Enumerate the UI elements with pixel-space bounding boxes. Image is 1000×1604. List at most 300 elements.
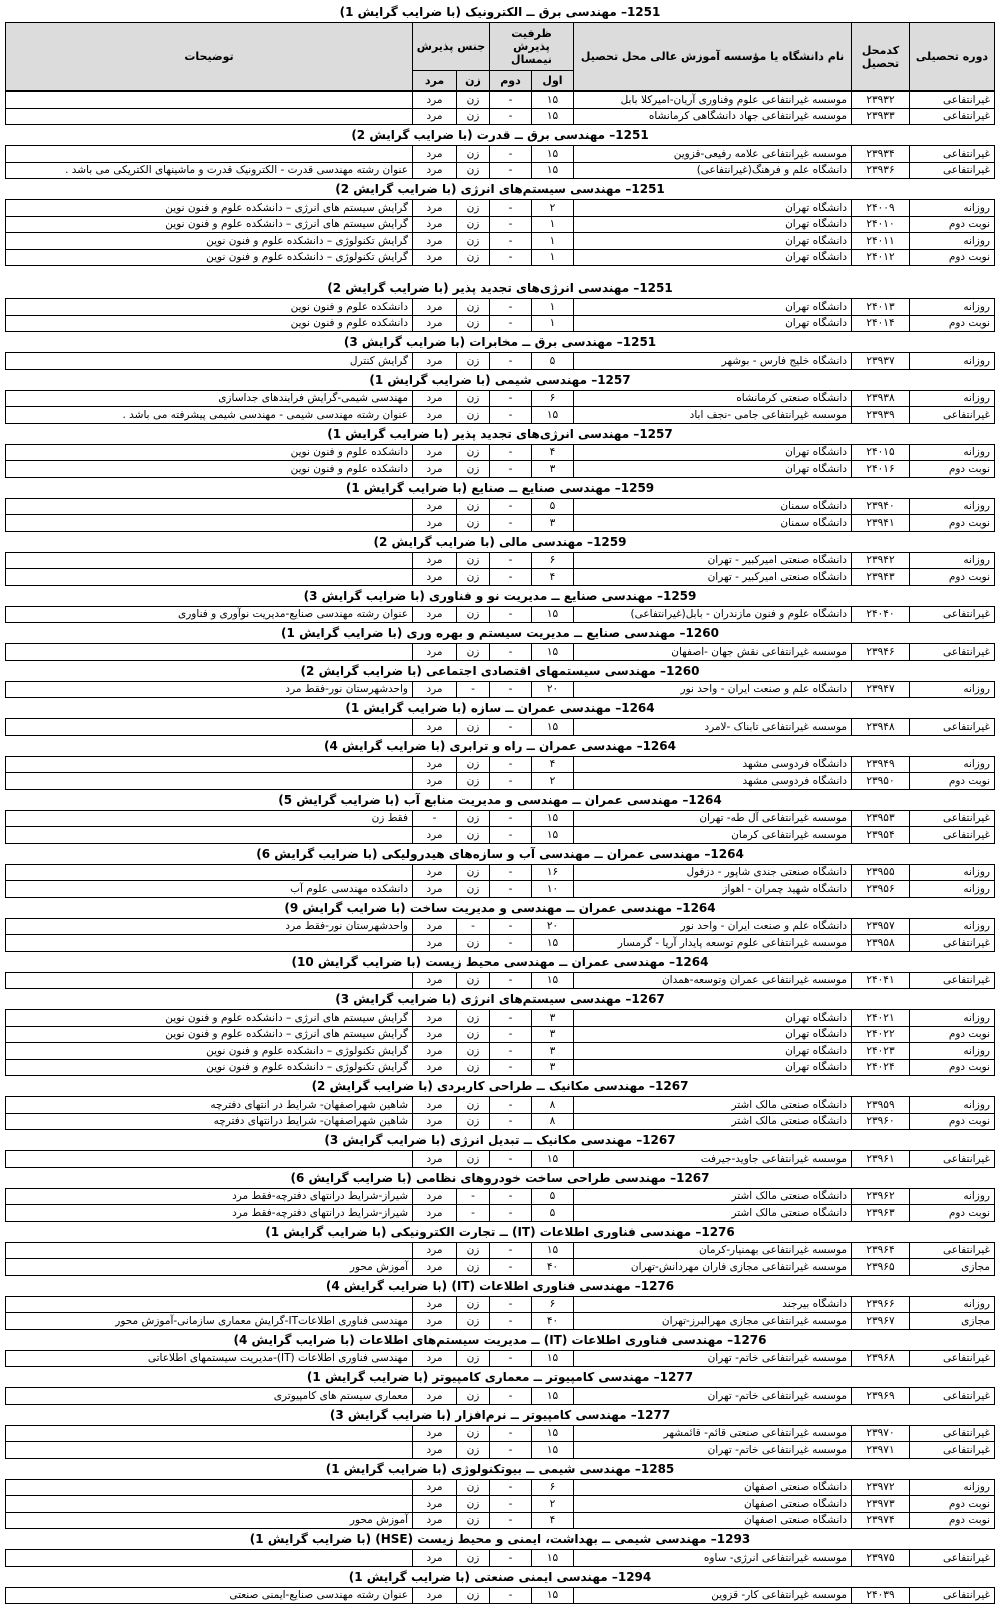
header-code: کدمحل تحصیل <box>852 23 910 91</box>
period-cell: روزانه <box>910 444 995 461</box>
male-cell: مرد <box>413 461 457 478</box>
table-row <box>6 353 995 370</box>
section-title: 1264– مهندسی عمران ــ مهندسی محیط زیست (با ضرایب گرایش 10) <box>5 952 995 972</box>
period-cell: نوبت دوم <box>910 515 995 532</box>
notes-cell: عنوان رشته مهندسی شیمی - مهندسی شیمی پیشرفته می باشد . <box>6 407 413 424</box>
capacity-second-cell: - <box>490 390 532 407</box>
female-cell: زن <box>457 773 490 790</box>
male-cell: مرد <box>413 827 457 844</box>
table-row <box>6 935 995 952</box>
notes-cell <box>6 756 413 773</box>
capacity-second-cell: - <box>490 444 532 461</box>
female-cell: زن <box>457 515 490 532</box>
table-row <box>6 864 995 881</box>
capacity-first-cell: ۵ <box>532 1188 574 1205</box>
section-title: 1267– مهندسی مکانیک ــ تبدیل انرژی (با ضرایب گرایش 3) <box>5 1130 995 1150</box>
male-cell: - <box>413 810 457 827</box>
section-table <box>5 1549 995 1567</box>
female-cell: زن <box>457 1388 490 1405</box>
notes-cell: مهندسی فناوری اطلاعات (IT)-مدیریت سیستمهای اطلاعاتی <box>6 1350 413 1367</box>
code-cell: ۲۳۹۳۷ <box>852 353 910 370</box>
capacity-first-cell: ۲ <box>532 1496 574 1513</box>
male-cell: مرد <box>413 1296 457 1313</box>
capacity-first-cell: ۶ <box>532 552 574 569</box>
table-row <box>6 606 995 623</box>
period-cell: غیرانتفاعی <box>910 162 995 179</box>
section-title: 1264– مهندسی عمران ــ مهندسی و مدیریت ساخت (با ضرایب گرایش 9) <box>5 898 995 918</box>
header-second: دوم <box>489 71 531 91</box>
capacity-second-cell: - <box>490 407 532 424</box>
male-cell: مرد <box>413 1425 457 1442</box>
code-cell: ۲۴۰۱۳ <box>852 299 910 316</box>
notes-cell: گرایش کنترل <box>6 353 413 370</box>
female-cell: زن <box>457 216 490 233</box>
male-cell: مرد <box>413 216 457 233</box>
period-cell: غیرانتفاعی <box>910 606 995 623</box>
male-cell: مرد <box>413 1113 457 1130</box>
period-cell: روزانه <box>910 1043 995 1060</box>
female-cell: زن <box>457 881 490 898</box>
section-title: 1259– مهندسی مالی (با ضرایب گرایش 2) <box>5 532 995 552</box>
capacity-first-cell: ۱۵ <box>532 972 574 989</box>
notes-cell: عنوان رشته مهندسی قدرت - الکترونیک قدرت و ماشینهای الکتریکی می باشد . <box>6 162 413 179</box>
code-cell: ۲۳۹۷۳ <box>852 1496 910 1513</box>
notes-cell: واحدشهرستان نور-فقط مرد <box>6 681 413 698</box>
capacity-first-cell: ۱ <box>532 233 574 250</box>
table-row <box>6 461 995 478</box>
code-cell: ۲۳۹۶۷ <box>852 1313 910 1330</box>
capacity-first-cell: ۵ <box>532 353 574 370</box>
female-cell: زن <box>457 407 490 424</box>
code-cell: ۲۳۹۶۳ <box>852 1205 910 1222</box>
code-cell: ۲۳۹۵۰ <box>852 773 910 790</box>
capacity-second-cell: - <box>490 146 532 163</box>
capacity-first-cell: ۳ <box>532 1059 574 1076</box>
capacity-first-cell: ۱۶ <box>532 864 574 881</box>
capacity-first-cell: ۵ <box>532 498 574 515</box>
period-cell: غیرانتفاعی <box>910 1425 995 1442</box>
female-cell: زن <box>457 1587 490 1604</box>
period-cell: غیرانتفاعی <box>910 1442 995 1459</box>
capacity-second-cell: - <box>490 810 532 827</box>
code-cell: ۲۳۹۷۰ <box>852 1425 910 1442</box>
table-row <box>6 644 995 661</box>
table-row <box>6 1479 995 1496</box>
university-cell: دانشگاه صنعتی مالک اشتر <box>574 1097 852 1114</box>
sections-list <box>5 91 995 1604</box>
period-cell: روزانه <box>910 1296 995 1313</box>
code-cell: ۲۴۰۲۳ <box>852 1043 910 1060</box>
table-row <box>6 719 995 736</box>
code-cell: ۲۳۹۴۹ <box>852 756 910 773</box>
female-cell: زن <box>457 249 490 266</box>
period-cell: غیرانتفاعی <box>910 719 995 736</box>
period-cell: نوبت دوم <box>910 1113 995 1130</box>
capacity-second-cell: - <box>490 1188 532 1205</box>
male-cell: مرد <box>413 1313 457 1330</box>
period-cell: مجازی <box>910 1313 995 1330</box>
male-cell: مرد <box>413 1587 457 1604</box>
period-cell: غیرانتفاعی <box>910 146 995 163</box>
section-title: 1264– مهندسی عمران ــ راه و ترابری (با ضرایب گرایش 4) <box>5 736 995 756</box>
university-cell: دانشگاه علوم و فنون مازندران - بابل(غیرانتفاعی) <box>574 606 852 623</box>
code-cell: ۲۴۰۱۴ <box>852 315 910 332</box>
capacity-first-cell: ۱۵ <box>532 606 574 623</box>
university-cell: دانشگاه تهران <box>574 461 852 478</box>
period-cell: روزانه <box>910 200 995 217</box>
university-cell: دانشگاه تهران <box>574 299 852 316</box>
section-table <box>5 1479 995 1530</box>
male-cell: مرد <box>413 390 457 407</box>
capacity-second-cell: - <box>490 864 532 881</box>
period-cell: روزانه <box>910 390 995 407</box>
university-cell: دانشگاه علم و فرهنگ(غیرانتفاعی) <box>574 162 852 179</box>
period-cell: روزانه <box>910 498 995 515</box>
table-row <box>6 810 995 827</box>
university-cell: دانشگاه سمنان <box>574 498 852 515</box>
female-cell: زن <box>457 444 490 461</box>
section-table <box>5 681 995 699</box>
university-cell: دانشگاه تهران <box>574 1010 852 1027</box>
notes-cell: گرایش سیستم های انرژی – دانشکده علوم و فنون نوین <box>6 216 413 233</box>
university-cell: دانشگاه شهید چمران - اهواز <box>574 881 852 898</box>
code-cell: ۲۳۹۳۶ <box>852 162 910 179</box>
capacity-first-cell: ۳ <box>532 461 574 478</box>
male-cell: مرد <box>413 1059 457 1076</box>
section-title: 1276– مهندسی فناوری اطلاعات (IT) ــ مدیریت سیستم‌های اطلاعات (با ضرایب گرایش 4) <box>5 1330 995 1350</box>
code-cell: ۲۳۹۳۹ <box>852 407 910 424</box>
notes-cell: دانشکده علوم و فنون نوین <box>6 444 413 461</box>
capacity-second-cell: - <box>490 233 532 250</box>
male-cell: مرد <box>413 1350 457 1367</box>
male-cell: مرد <box>413 299 457 316</box>
table-header <box>5 22 995 91</box>
notes-cell: معماری سیستم های کامپیوتری <box>6 1388 413 1405</box>
table-row <box>6 1550 995 1567</box>
capacity-second-cell: - <box>490 1388 532 1405</box>
male-cell: مرد <box>413 756 457 773</box>
university-cell: دانشگاه صنعتی کرمانشاه <box>574 390 852 407</box>
capacity-second-cell: - <box>490 606 532 623</box>
period-cell: نوبت دوم <box>910 1205 995 1222</box>
male-cell: مرد <box>413 1479 457 1496</box>
university-cell: موسسه غیرانتفاعی نقش جهان -اصفهان <box>574 644 852 661</box>
male-cell: مرد <box>413 108 457 125</box>
capacity-first-cell: ۱۵ <box>532 1425 574 1442</box>
code-cell: ۲۳۹۵۹ <box>852 1097 910 1114</box>
header-male: مرد <box>412 71 456 91</box>
female-cell: زن <box>457 1043 490 1060</box>
section-table <box>5 1387 995 1405</box>
section-table <box>5 1425 995 1459</box>
capacity-second-cell: - <box>490 1512 532 1529</box>
code-cell: ۲۴۰۱۶ <box>852 461 910 478</box>
male-cell: مرد <box>413 644 457 661</box>
code-cell: ۲۳۹۴۱ <box>852 515 910 532</box>
section-table <box>5 643 995 661</box>
table-row <box>6 1512 995 1529</box>
female-cell: زن <box>457 1442 490 1459</box>
capacity-first-cell: ۳ <box>532 515 574 532</box>
table-row <box>6 233 995 250</box>
code-cell: ۲۴۰۰۹ <box>852 200 910 217</box>
capacity-first-cell: ۵ <box>532 1205 574 1222</box>
capacity-second-cell: - <box>490 1259 532 1276</box>
university-cell: دانشگاه تهران <box>574 249 852 266</box>
capacity-first-cell: ۲ <box>532 200 574 217</box>
female-cell: زن <box>457 1296 490 1313</box>
capacity-second-cell: - <box>490 315 532 332</box>
male-cell: مرد <box>413 200 457 217</box>
notes-cell: گرایش تکنولوژی – دانشکده علوم و فنون نوین <box>6 233 413 250</box>
section-title: 1294– مهندسی ایمنی صنعتی (با ضرایب گرایش 1) <box>5 1567 995 1587</box>
capacity-second-cell: - <box>490 515 532 532</box>
notes-cell <box>6 498 413 515</box>
university-cell: موسسه غیرانتفاعی مجازی مهرالبرز-تهران <box>574 1313 852 1330</box>
notes-cell <box>6 1550 413 1567</box>
capacity-second-cell: - <box>490 569 532 586</box>
section-title: 1259– مهندسی صنایع ــ مدیریت نو و فناوری (با ضرایب گرایش 3) <box>5 586 995 606</box>
table-row <box>6 498 995 515</box>
code-cell: ۲۳۹۵۵ <box>852 864 910 881</box>
male-cell: مرد <box>413 972 457 989</box>
code-cell: ۲۳۹۳۲ <box>852 92 910 109</box>
university-cell: موسسه غیرانتفاعی علوم وفناوری آریان-امیرکلا بابل <box>574 92 852 109</box>
notes-cell: گرایش سیستم های انرژی – دانشکده علوم و فنون نوین <box>6 1026 413 1043</box>
capacity-second-cell: - <box>490 461 532 478</box>
capacity-second-cell: - <box>490 1296 532 1313</box>
table-row <box>6 162 995 179</box>
period-cell: نوبت دوم <box>910 773 995 790</box>
university-cell: موسسه غیرانتفاعی آل طه- تهران <box>574 810 852 827</box>
university-cell: دانشگاه تهران <box>574 1059 852 1076</box>
female-cell: زن <box>457 108 490 125</box>
section-table <box>5 444 995 478</box>
female-cell: زن <box>457 644 490 661</box>
notes-cell: گرایش تکنولوژی – دانشکده علوم و فنون نوین <box>6 249 413 266</box>
period-cell: روزانه <box>910 756 995 773</box>
female-cell: زن <box>457 606 490 623</box>
code-cell: ۲۳۹۵۶ <box>852 881 910 898</box>
university-cell: موسسه غیرانتفاعی علوم توسعه پایدار آریا - گرمسار <box>574 935 852 952</box>
table-row <box>6 390 995 407</box>
section-table <box>5 1009 995 1076</box>
code-cell: ۲۴۰۱۵ <box>852 444 910 461</box>
section-table <box>5 756 995 790</box>
admission-sheet <box>5 2 995 1604</box>
table-row <box>6 1205 995 1222</box>
capacity-second-cell: - <box>490 92 532 109</box>
capacity-second-cell: - <box>490 1043 532 1060</box>
capacity-second-cell: - <box>490 644 532 661</box>
header-notes: توضیحات <box>6 23 413 91</box>
section-table <box>5 1350 995 1368</box>
university-cell: موسسه غیرانتفاعی مجازی فاران مهردانش-تهران <box>574 1259 852 1276</box>
table-row <box>6 1496 995 1513</box>
university-cell: دانشگاه تهران <box>574 315 852 332</box>
code-cell: ۲۳۹۶۶ <box>852 1296 910 1313</box>
university-cell: موسسه غیرانتفاعی جامی -نجف اباد <box>574 407 852 424</box>
section-table <box>5 145 995 179</box>
male-cell: مرد <box>413 773 457 790</box>
capacity-first-cell: ۱۵ <box>532 162 574 179</box>
notes-cell <box>6 146 413 163</box>
notes-cell: گرایش سیستم های انرژی – دانشکده علوم و فنون نوین <box>6 200 413 217</box>
section-table <box>5 606 995 624</box>
section-table <box>5 91 995 125</box>
capacity-second-cell: - <box>490 827 532 844</box>
table-row <box>6 1059 995 1076</box>
section-title: 1285– مهندسی شیمی ــ بیوتکنولوژی (با ضرایب گرایش 1) <box>5 1459 995 1479</box>
code-cell: ۲۴۰۲۴ <box>852 1059 910 1076</box>
table-row <box>6 92 995 109</box>
male-cell: مرد <box>413 1242 457 1259</box>
period-cell: روزانه <box>910 1010 995 1027</box>
capacity-first-cell: ۱۵ <box>532 407 574 424</box>
capacity-first-cell: ۴۰ <box>532 1313 574 1330</box>
male-cell: مرد <box>413 552 457 569</box>
code-cell: ۲۳۹۷۲ <box>852 1479 910 1496</box>
period-cell: غیرانتفاعی <box>910 827 995 844</box>
capacity-second-cell: - <box>490 1097 532 1114</box>
capacity-second-cell: - <box>490 1242 532 1259</box>
capacity-first-cell: ۱۵ <box>532 1350 574 1367</box>
period-cell: غیرانتفاعی <box>910 92 995 109</box>
section-title: 1277– مهندسی کامپیوتر ــ معماری کامپیوتر (با ضرایب گرایش 1) <box>5 1367 995 1387</box>
code-cell: ۲۳۹۴۲ <box>852 552 910 569</box>
university-cell: دانشگاه صنعتی اصفهان <box>574 1479 852 1496</box>
header-first: اول <box>532 71 574 91</box>
table-row <box>6 444 995 461</box>
section-table <box>5 918 995 952</box>
capacity-second-cell: - <box>490 108 532 125</box>
section-title: 1267– مهندسی طراحی ساخت خودروهای نظامی (با ضرایب گرایش 6) <box>5 1168 995 1188</box>
university-cell: دانشگاه علم و صنعت ایران - واحد نور <box>574 681 852 698</box>
university-cell: دانشگاه بیرجند <box>574 1296 852 1313</box>
notes-cell: دانشکده مهندسی علوم آب <box>6 881 413 898</box>
code-cell: ۲۳۹۳۴ <box>852 146 910 163</box>
section-title: 1276– مهندسی فناوری اطلاعات (IT) (با ضرایب گرایش 4) <box>5 1276 995 1296</box>
university-cell: موسسه غیرانتفاعی خاتم- تهران <box>574 1350 852 1367</box>
capacity-first-cell: ۱۵ <box>532 827 574 844</box>
female-cell: زن <box>457 92 490 109</box>
code-cell: ۲۴۰۲۲ <box>852 1026 910 1043</box>
capacity-second-cell: - <box>490 1205 532 1222</box>
table-row <box>6 515 995 532</box>
table-row <box>6 756 995 773</box>
university-cell: دانشگاه تهران <box>574 200 852 217</box>
capacity-first-cell: ۲۰ <box>532 681 574 698</box>
male-cell: مرد <box>413 864 457 881</box>
code-cell: ۲۴۰۴۱ <box>852 972 910 989</box>
university-cell: دانشگاه علم و صنعت ایران - واحد نور <box>574 918 852 935</box>
female-cell: زن <box>457 1059 490 1076</box>
female-cell: - <box>457 918 490 935</box>
section-table <box>5 552 995 586</box>
period-cell: غیرانتفاعی <box>910 1350 995 1367</box>
female-cell: زن <box>457 498 490 515</box>
notes-cell: دانشکده علوم و فنون نوین <box>6 461 413 478</box>
period-cell: غیرانتفاعی <box>910 644 995 661</box>
section-title: 1259– مهندسی صنایع ــ صنایع (با ضرایب گرایش 1) <box>5 478 995 498</box>
notes-cell <box>6 1296 413 1313</box>
section-table <box>5 352 995 370</box>
capacity-first-cell: ۱۵ <box>532 1151 574 1168</box>
male-cell: مرد <box>413 1442 457 1459</box>
male-cell: مرد <box>413 681 457 698</box>
female-cell: زن <box>457 1350 490 1367</box>
university-cell: دانشگاه صنعتی اصفهان <box>574 1512 852 1529</box>
notes-cell: عنوان رشته مهندسی صنایع-ایمنی صنعتی <box>6 1587 413 1604</box>
notes-cell: عنوان رشته مهندسی صنایع-مدیریت نوآوری و فناوری <box>6 606 413 623</box>
period-cell: روزانه <box>910 918 995 935</box>
code-cell: ۲۳۹۵۴ <box>852 827 910 844</box>
header-capacity: ظرفیت پذیرش نیمسال <box>489 23 573 71</box>
section-title: 1264– مهندسی عمران ــ مهندسی آب و سازه‌های هیدرولیکی (با ضرایب گرایش 6) <box>5 844 995 864</box>
university-cell: موسسه غیرانتفاعی جهاد دانشگاهی کرمانشاه <box>574 108 852 125</box>
section-table <box>5 864 995 898</box>
period-cell: نوبت دوم <box>910 1059 995 1076</box>
code-cell: ۲۳۹۴۷ <box>852 681 910 698</box>
table-row <box>6 200 995 217</box>
table-row <box>6 1388 995 1405</box>
notes-cell <box>6 864 413 881</box>
university-cell: موسسه غیرانتفاعی خاتم- تهران <box>574 1442 852 1459</box>
female-cell: زن <box>457 461 490 478</box>
capacity-second-cell: - <box>490 1113 532 1130</box>
capacity-first-cell: ۱۵ <box>532 644 574 661</box>
university-cell: دانشگاه صنعتی امیرکبیر - تهران <box>574 552 852 569</box>
capacity-first-cell: ۱۰ <box>532 881 574 898</box>
period-cell: مجازی <box>910 1259 995 1276</box>
code-cell: ۲۳۹۷۴ <box>852 1512 910 1529</box>
notes-cell <box>6 92 413 109</box>
section-table <box>5 810 995 844</box>
capacity-second-cell: - <box>490 1059 532 1076</box>
code-cell: ۲۴۰۱۱ <box>852 233 910 250</box>
period-cell: غیرانتفاعی <box>910 810 995 827</box>
code-cell: ۲۳۹۶۸ <box>852 1350 910 1367</box>
code-cell: ۲۳۹۶۲ <box>852 1188 910 1205</box>
capacity-first-cell: ۸ <box>532 1113 574 1130</box>
capacity-second-cell: - <box>490 1026 532 1043</box>
male-cell: مرد <box>413 1151 457 1168</box>
table-row <box>6 1043 995 1060</box>
section-title: 1276– مهندسی فناوری اطلاعات (IT) ــ تجارت الکترونیکی (با ضرایب گرایش 1) <box>5 1222 995 1242</box>
capacity-first-cell: ۶ <box>532 390 574 407</box>
female-cell: زن <box>457 1550 490 1567</box>
male-cell: مرد <box>413 719 457 736</box>
section-title: 1257– مهندسی انرژی‌های تجدید پذیر (با ضرایب گرایش 1) <box>5 424 995 444</box>
notes-cell: آموزش محور <box>6 1259 413 1276</box>
capacity-second-cell: - <box>490 498 532 515</box>
capacity-second-cell: - <box>490 162 532 179</box>
capacity-first-cell: ۳ <box>532 1010 574 1027</box>
section-table <box>5 1096 995 1130</box>
section-title: 1251– مهندسی برق ــ مخابرات (با ضرایب گرایش 3) <box>5 332 995 352</box>
university-cell: موسسه غیرانتفاعی تابناک -لامرد <box>574 719 852 736</box>
code-cell: ۲۳۹۵۸ <box>852 935 910 952</box>
female-cell: زن <box>457 552 490 569</box>
table-row <box>6 1097 995 1114</box>
capacity-first-cell: ۴ <box>532 1512 574 1529</box>
capacity-first-cell: ۱۵ <box>532 1442 574 1459</box>
notes-cell: دانشکده علوم و فنون نوین <box>6 299 413 316</box>
university-cell: دانشگاه تهران <box>574 444 852 461</box>
code-cell: ۲۳۹۳۸ <box>852 390 910 407</box>
female-cell: زن <box>457 162 490 179</box>
period-cell: روزانه <box>910 681 995 698</box>
